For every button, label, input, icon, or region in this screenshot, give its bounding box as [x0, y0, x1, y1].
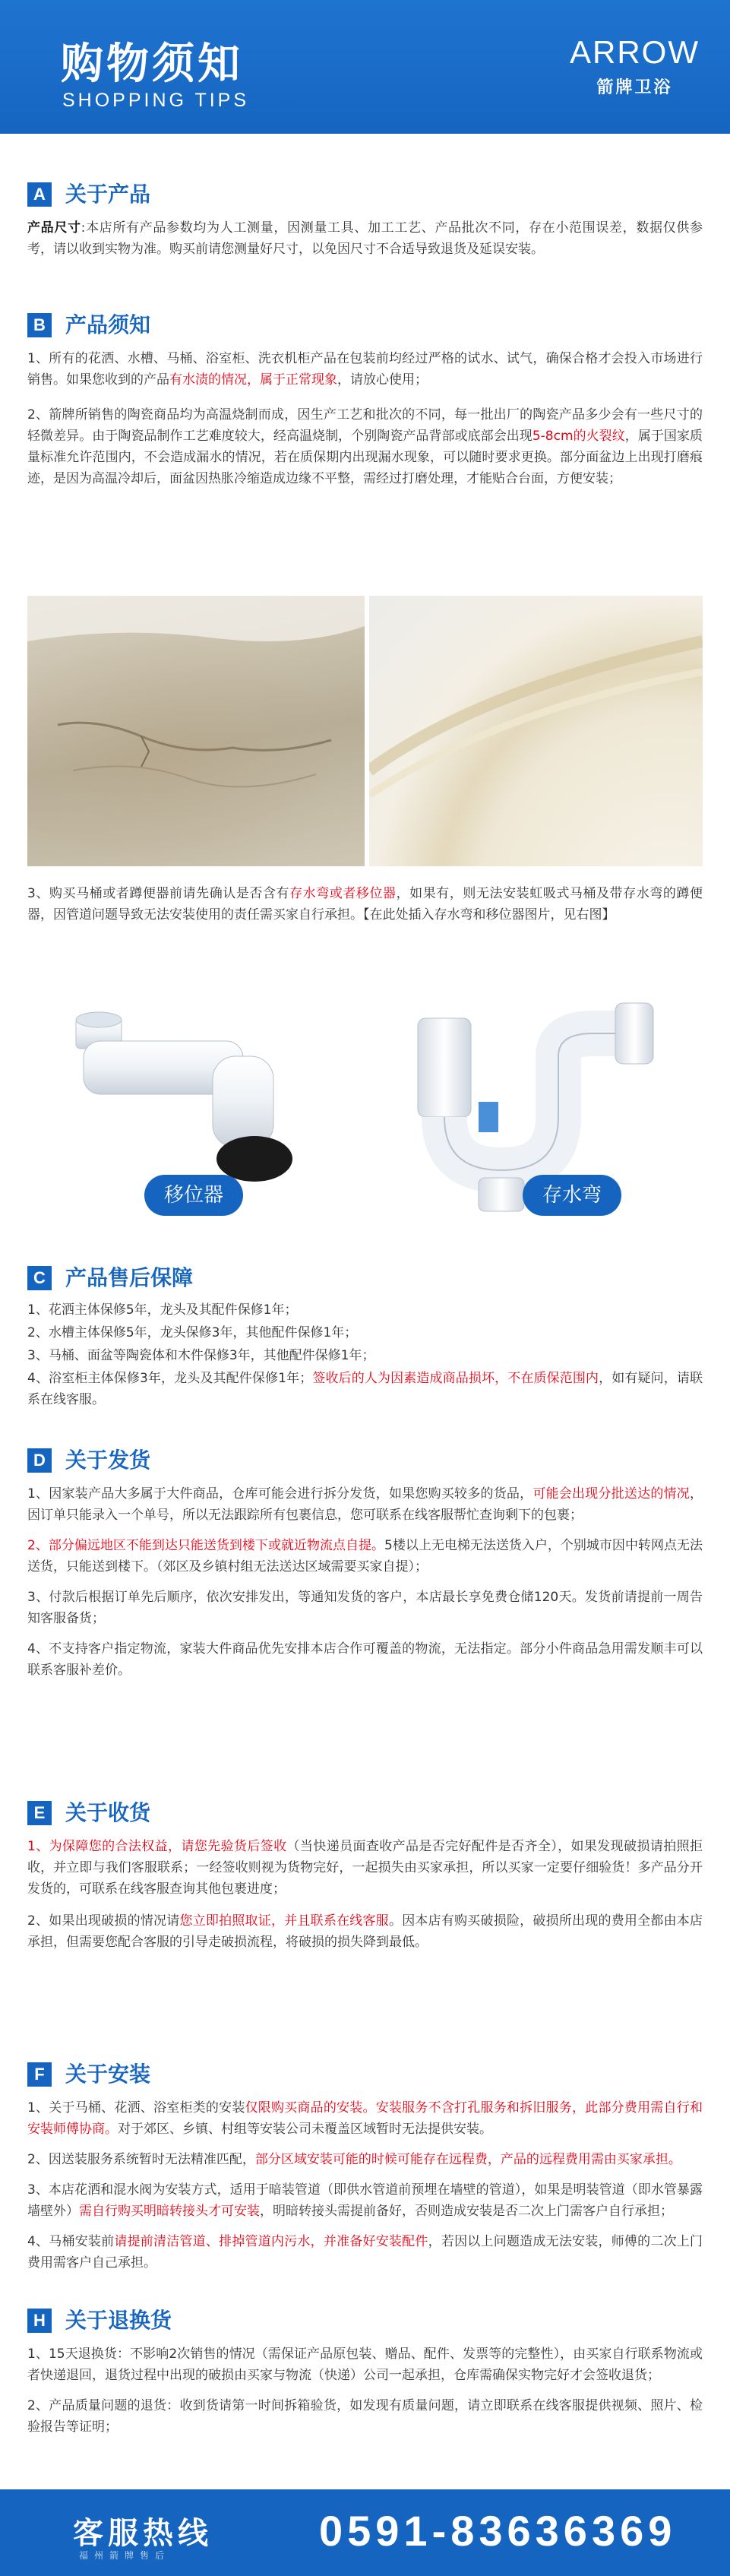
crack-photo — [27, 596, 365, 866]
rim-edge — [369, 596, 703, 866]
highlight: 可能会出现分批送达的情况 — [532, 1486, 690, 1502]
section-product-notes — [27, 310, 703, 489]
section-badge: A — [27, 182, 52, 207]
trap-label: 存水弯 — [523, 1175, 621, 1216]
section-title: 关于安装 — [65, 2062, 151, 2087]
highlight: 签收后的人为因素造成商品损坏，不在质保范围内 — [312, 1371, 599, 1386]
section-badge: E — [27, 1801, 52, 1825]
text: 5楼以上无电梯无法送货入户，个别城市因中转网点无法送货，只能送到楼下。（郊区及乡镇村组无法送达区域需要买家自提）； — [27, 1538, 703, 1574]
text: ，如果有，则无法安装虹吸式马桶及带存水弯的蹲便器，因管道问题导致无法安装使用的责任需买家自行承担。【在此处插入存水弯和移位器图片，见右图】 — [27, 886, 703, 922]
section-badge: C — [27, 1266, 52, 1290]
hotline-footer — [0, 2489, 730, 2576]
warranty-item: 2、水槽主体保修5年，龙头保修3年，其他配件保修1年； — [27, 1325, 358, 1340]
receiving-note-1 — [27, 1836, 703, 1900]
install-note-3 — [27, 2179, 703, 2222]
text: 1、所有的花洒、水槽、马桶、浴室柜、洗衣机柜产品在包装前均经过严格的试水、试气，确保合格才会投入市场进行销售。如果您收到的产品 — [27, 351, 703, 388]
hotline-sublabel: 福州箭牌售后 — [79, 2550, 171, 2561]
section-badge: F — [27, 2062, 52, 2087]
shipping-note-2 — [27, 1535, 703, 1578]
text: 4、马桶安装前 — [27, 2234, 115, 2249]
section-title: 关于产品 — [65, 182, 151, 207]
section-title: 产品须知 — [65, 312, 151, 337]
product-size-note — [27, 217, 703, 260]
section-receiving — [27, 1798, 703, 1953]
note-3 — [27, 883, 703, 926]
brand-name-cn: 箭牌卫浴 — [596, 78, 673, 97]
highlight: 请提前清洁管道、排掉管道内污水，并准备好安装配件 — [114, 2234, 428, 2249]
section-header — [27, 2059, 703, 2090]
returns-note-2: 2、产品质量问题的退货：收到货请第一时间拆箱验货，如发现有质量问题，请立即联系在线客服提供视频、照片、检验报告等证明； — [27, 2398, 703, 2435]
brand-name-en: ARROW — [570, 34, 700, 70]
highlight: 5-8cm的火裂纹 — [532, 429, 625, 444]
page-header — [0, 0, 730, 134]
text: 3、购买马桶或者蹲便器前请先确认是否含有 — [27, 886, 290, 901]
shifter-label: 移位器 — [144, 1175, 243, 1216]
text: 1、关于马桶、花洒、浴室柜类的安装 — [27, 2100, 245, 2116]
note-1 — [27, 348, 703, 391]
text: :本店所有产品参数均为人工测量，因测量工具、加工工艺、产品批次不同，存在小范围误差，数据仅供参考，请以收到实物为准。购买前请您测量好尺寸，以免因尺寸不合适导致退货及延误安装。 — [27, 220, 703, 257]
section-header — [27, 1798, 703, 1828]
highlight: 需自行购买明暗转接头才可安装 — [79, 2204, 260, 2219]
highlight: 1、为保障您的合法权益，请您先验货后签收 — [27, 1839, 287, 1854]
hotline-label: 客服热线 — [73, 2516, 213, 2551]
section-shipping — [27, 1445, 703, 1681]
text: 1、因家装产品大多属于大件商品，仓库可能会进行拆分发货，如果您购买较多的货品， — [27, 1486, 533, 1502]
highlight: 2、部分偏远地区不能到达只能送货到楼下或就近物流点自提。 — [27, 1538, 384, 1553]
shipping-note-1 — [27, 1483, 703, 1526]
text: （当快递员面查收产品是否完好配件是否齐全），如果发现破损请拍照拒收，并立即与我们客服联系；一经签收则视为货物完好，一起损失由买家承担，所以买家一定要仔细验货！多产品分开发货的，可联系在线客服查询其他包裹进度； — [27, 1839, 703, 1897]
brand-logo — [570, 36, 700, 98]
section-header — [27, 1445, 703, 1476]
text: ，请放心使用； — [337, 372, 428, 388]
returns-note-1: 1、15天退换货：不影响2次销售的情况（需保证产品原包装、赠品、配件、发票等的完整性），由买家自行联系物流或者快递退回，退货过程中出现的破损由买家与物流（快递）公司一起承担，仓库需确保实物完好才会签收退货； — [27, 2347, 703, 2383]
text: 对于郊区、乡镇、村组等安装公司未覆盖区域暂时无法提供安装。 — [118, 2122, 492, 2137]
text: 2、因送装服务系统暂时无法精准匹配， — [27, 2152, 255, 2167]
warranty-item: 3、马桶、面盆等陶瓷体和木件保修3年，其他配件保修1年； — [27, 1348, 375, 1363]
note-2 — [27, 404, 703, 489]
section-title: 关于退换货 — [65, 2308, 172, 2333]
section-badge: D — [27, 1448, 52, 1473]
text: ，因订单只能录入一个单号，所以无法跟踪所有包裹信息，您可联系在线客服帮忙查询剩下的包裹； — [27, 1486, 703, 1523]
section-badge: B — [27, 313, 52, 337]
install-note-4 — [27, 2231, 703, 2274]
shipping-note-3: 3、付款后根据订单先后顺序，依次安排发出，等通知发货的客户，本店最长享免费仓储120天。发货前请提前一周告知客服备货； — [27, 1590, 703, 1626]
highlight: 您立即拍照取证，并且联系在线客服 — [179, 1913, 389, 1929]
section-after-sales — [27, 1263, 703, 1410]
section-product-notes-cont — [27, 883, 703, 926]
highlight: 有水渍的情况，属于正常现象 — [169, 372, 337, 388]
crack-lines — [27, 596, 365, 866]
text: 。因本店有购买破损险，破损所出现的费用全都由本店承担，但需要您配合客服的引导走破损流程，将破损的损失降到最低。 — [27, 1913, 703, 1950]
text: ，属于国家质量标准允许范围内，不会造成漏水的情况，若在质保期内出现漏水现象，可以随时要求更换。部分面盆边上出现打磨痕迹，是因为高温冷却后，面盆因热胀冷缩造成边缘不平整，需经过打磨处理，才能贴合台面，方便安装； — [27, 429, 703, 486]
section-installation — [27, 2059, 703, 2274]
highlight: 部分区域安装可能的时候可能存在远程费，产品的远程费用需由买家承担。 — [254, 2152, 681, 2167]
highlight: 仅限购买商品的安装。安装服务不含打孔服务和拆旧服务，此部分费用需自行和安装师傅协商。 — [27, 2100, 703, 2137]
section-returns — [27, 2305, 703, 2438]
section-header — [27, 310, 703, 340]
install-note-2 — [27, 2149, 703, 2170]
receiving-note-2 — [27, 1910, 703, 1953]
text: 2、如果出现破损的情况请 — [27, 1913, 180, 1929]
section-header — [27, 2305, 703, 2336]
text: ，若因以上问题造成无法安装，师傅的二次上门费用需客户自己承担。 — [27, 2234, 703, 2271]
warranty-item: 1、花洒主体保修5年，龙头及其配件保修1年； — [27, 1302, 298, 1318]
section-title: 关于发货 — [65, 1448, 151, 1473]
section-title: 关于收货 — [65, 1800, 151, 1825]
text: ，明暗转接头需提前备好，否则造成安装是否二次上门需客户自行承担； — [260, 2204, 673, 2219]
warranty-item — [27, 1368, 703, 1410]
hotline-phone[interactable]: 0591-83636369 — [319, 2507, 677, 2555]
section-header — [27, 1263, 703, 1293]
text: ，如有疑问，请联系在线客服。 — [27, 1371, 703, 1407]
text: 3、本店花洒和混水阀为安装方式，适用于暗装管道（即供水管道前预埋在墙壁的管道），如果是明装管道（即水管暴露墙壁外） — [27, 2182, 703, 2219]
text: 2、箭牌所销售的陶瓷商品均为高温烧制而成，因生产工艺和批次的不同，每一批出厂的陶瓷产品多少会有一些尺寸的轻微差异。由于陶瓷品制作工艺难度较大，经高温烧制，个别陶瓷产品背部或底部会出现 — [27, 407, 703, 444]
install-note-1 — [27, 2097, 703, 2140]
basin-rim-photo — [369, 596, 703, 866]
section-badge: H — [27, 2309, 52, 2333]
lead-label: 产品尺寸 — [27, 220, 81, 236]
shipping-note-4: 4、不支持客户指定物流，家装大件商品优先安排本店合作可覆盖的物流，无法指定。部分小件商品急用需发顺丰可以联系客服补差价。 — [27, 1641, 703, 1678]
header-subtitle: SHOPPING TIPS — [62, 90, 250, 111]
header-title: 购物须知 — [61, 40, 243, 89]
section-title: 产品售后保障 — [65, 1265, 194, 1290]
highlight: 存水弯或者移位器 — [289, 886, 397, 901]
section-header — [27, 179, 703, 210]
text: 4、浴室柜主体保修3年，龙头及其配件保修1年； — [27, 1371, 313, 1386]
section-about-product — [27, 179, 703, 260]
